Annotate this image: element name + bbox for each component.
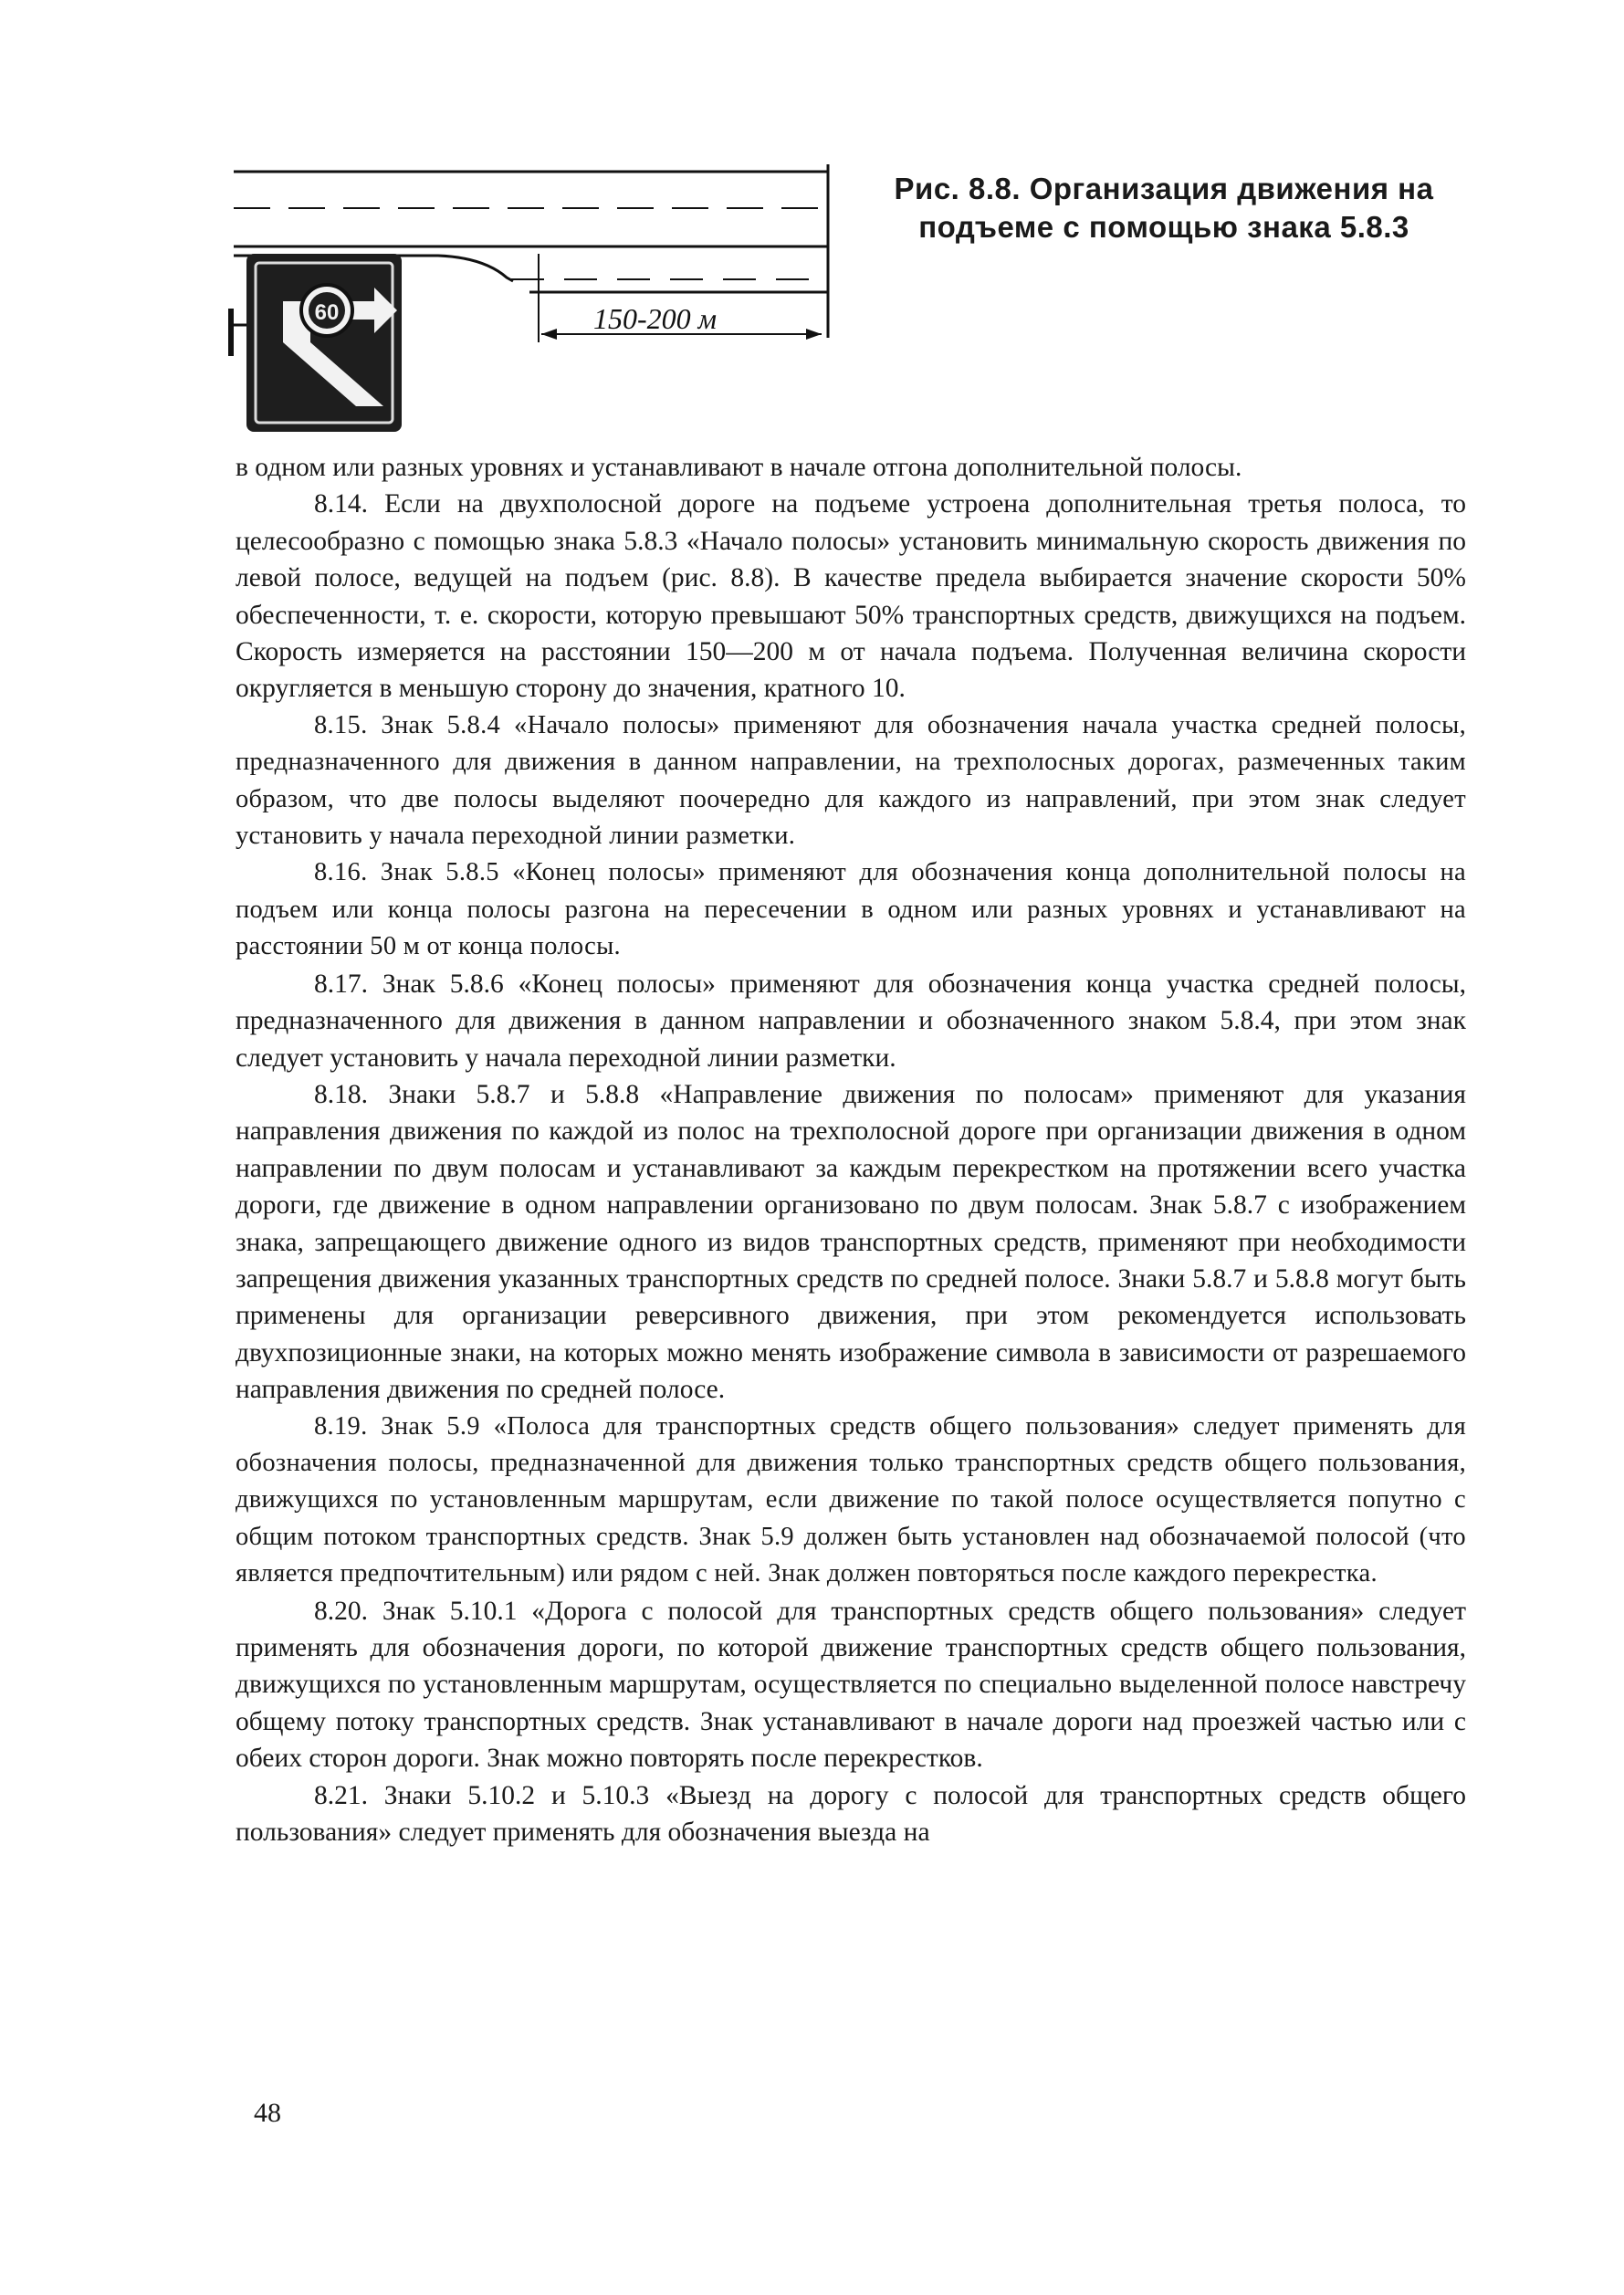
paragraph-8-17: 8.17. Знак 5.8.6 «Конец полосы» применяют для обозначения конца участка средней полосы, предназначенного для движения в данном направлении и обозначенного знаком 5.8.4, при этом знак следует установить у начала переходной линии разметки.	[236, 969, 1466, 1073]
paragraph-8-20: 8.20. Знак 5.10.1 «Дорога с полосой для транспортных средств общего пользования» следует применять для обозначения дороги, по которой движение транспортных средств общего пользования, движущихся по установленным маршрутам, осуществляется по специально выделенной полосе навстречу общему потоку транспортных средств. Знак устанавливают в начале дороги над проезжей частью или с обеих сторон дороги. Знак можно повторять после перекрестков.	[236, 1596, 1466, 1774]
distance-label: 150-200 м	[593, 302, 718, 335]
figure-caption	[867, 170, 1461, 246]
page-number: 48	[254, 2098, 281, 2128]
paragraph-8-14: 8.14. Если на двухполосной дороге на подъеме устроена дополнительная третья полоса, то целесообразно с помощью знака 5.8.3 «Начало полосы» установить минимальную скорость движения по левой полосе, ведущей на подъем (рис. 8.8). В качестве предела выбирается значение скорости 50% обеспеченности, т. е. скорости, которую превышают 50% транспортных средств, движущихся на подъем. Скорость измеряется на расстоянии 150—200 м от начала подъема. Полученная величина скорости округляется в меньшую сторону до значения, кратного 10.	[236, 489, 1466, 704]
paragraph-8-19: 8.19. Знак 5.9 «Полоса для транспортных средств общего пользования» следует применять для обозначения полосы, предназначенной для движения только транспортных средств общего пользования, движущихся по установленным маршрутам, если движение по такой полосе осуществляется попутно с общим потоком транспортных средств. Знак 5.9 должен быть установлен над обозначаемой полосой (что является предпочтительным) или рядом с ней. Знак должен повторяться после каждого перекрестка.	[236, 1411, 1466, 1588]
lane-begins-sign-icon	[246, 254, 402, 432]
figure-8-8	[228, 155, 1470, 438]
body-text	[236, 449, 1466, 1850]
road-diagram	[228, 155, 867, 438]
paragraph-8-21: 8.21. Знаки 5.10.2 и 5.10.3 «Выезд на дорогу с полосой для транспортных средств общего пользования» следует применять для обозначения выезда на	[236, 1780, 1466, 1848]
sign-speed-value: 60	[314, 300, 340, 325]
paragraph-8-15: 8.15. Знак 5.8.4 «Начало полосы» применяют для обозначения начала участка средней полосы, предназначенного для движения в данном направлении, на трехполосных дорогах, размеченных таким образом, что две полосы выделяют поочередно для каждого из направлений, при этом знак следует установить у начала переходной линии разметки.	[236, 710, 1466, 851]
caption-line-1: Рис. 8.8. Организация движения на	[894, 172, 1434, 205]
caption-line-2: подъеме с помощью знака 5.8.3	[918, 210, 1409, 244]
paragraph-8-16: 8.16. Знак 5.8.5 «Конец полосы» применяют для обозначения конца дополнительной полосы на подъем или конца полосы разгона на пересечении в одном или разных уровнях и устанавливают на расстоянии 50 м от конца полосы.	[236, 858, 1466, 961]
paragraph-8-18: 8.18. Знаки 5.8.7 и 5.8.8 «Направление движения по полосам» применяют для указания направления движения по каждой из полос на трехполосной дороге при организации движения в одном направлении по двум полосам и устанавливают за каждым перекрестком на протяжении всего участка дороги, где движение в одном направлении организовано по двум полосам. Знак 5.8.7 с изображением знака, запрещающего движение одного из видов транспортных средств, применяют при необходимости запрещения движения указанных транспортных средств по средней полосе. Знаки 5.8.7 и 5.8.8 могут быть применены для организации реверсивного движения, при этом рекомендуется использовать двухпозиционные знаки, на которых можно менять изображение символа в зависимости от разрешаемого направления движения по средней полосе.	[236, 1079, 1466, 1405]
paragraph-continuation: в одном или разных уровнях и устанавливают в начале отгона дополнительной полосы.	[236, 453, 1242, 482]
